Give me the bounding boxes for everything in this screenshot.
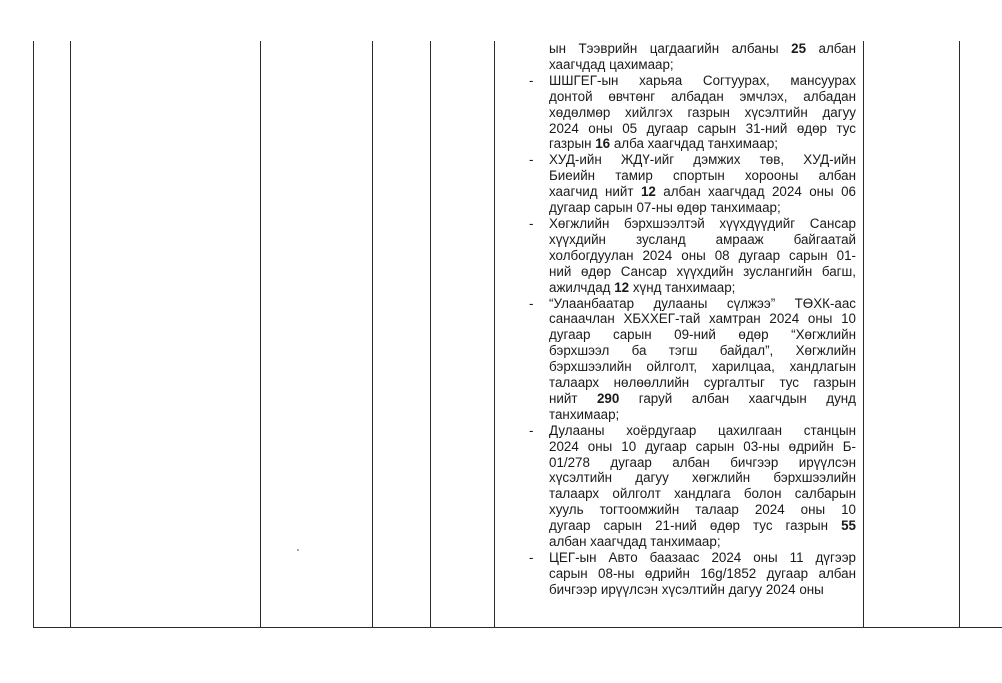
- text-line: сарын 08-ны өдрийн 16g/1852 дугаар албан: [549, 565, 856, 581]
- text-line: ын Тээврийн цагдаагийн албаны 25 албан: [549, 41, 856, 56]
- text-line: ХУД-ийн ЖДҮ-ийг дэмжих төв, ХУД-ийн: [549, 152, 856, 168]
- bullet-dash: -: [529, 152, 534, 168]
- text-line: хүүхдийн зусланд амрааж байгаатай: [549, 231, 856, 247]
- text-line: донтой өвчтөнг албадан эмчлэх, албадан: [549, 88, 856, 104]
- list-item: [527, 73, 856, 153]
- text-line: хүсэлтийн дагуу хөгжлийн бэрхшээлийн: [549, 470, 856, 486]
- list-item: [527, 152, 856, 216]
- continued-paragraph: [527, 41, 856, 73]
- list-item: [527, 216, 856, 296]
- text-line: холбогдуулан 2024 оны 08 дугаар сарын 01-: [549, 247, 856, 263]
- text-line: 01/278 дугаар албан бичгээр ирүүлсэн: [549, 454, 856, 470]
- bullet-dash: -: [529, 72, 534, 88]
- text-line: бичгээр ирүүлсэн хүсэлтийн дагуу 2024 оны: [549, 581, 824, 597]
- text-line: хаагчдад цахимаар;: [549, 56, 674, 72]
- table-column-divider: [959, 41, 960, 628]
- text-line: 2024 оны 05 дугаар сарын 31-ний өдөр тус: [549, 120, 856, 136]
- table-cell-activities: [527, 41, 856, 598]
- text-line: дугаар сарын 09-ний өдөр “Хөгжлийн: [549, 327, 856, 343]
- table-column-divider: [494, 41, 495, 628]
- text-line: хаагчид нийт 12 албан хаагчдад 2024 оны 06: [549, 184, 856, 200]
- text-line: дугаар сарын 07-ны өдөр танхимаар;: [549, 200, 781, 216]
- text-line: ний өдөр Сансар хүүхдийн зуслангийн багш,: [549, 263, 856, 279]
- text-line: Биеийн тамир спортын хорооны албан: [549, 168, 856, 184]
- text-line: Дулааны хоёрдугаар цахилгаан станцын: [549, 422, 856, 438]
- bullet-dash: -: [529, 295, 534, 311]
- table-column-divider: [372, 41, 373, 628]
- list-item: [527, 550, 856, 598]
- text-line: нийт 290 гаруй албан хаагчдын дунд: [549, 390, 856, 406]
- table-bottom-border: [33, 627, 1002, 628]
- bold-count: 25: [791, 41, 807, 56]
- text-line: хууль тогтоомжийн талаар 2024 оны 10: [549, 502, 856, 518]
- text-line: санаачлан ХБХХЕГ-тай хамтран 2024 оны 10: [549, 311, 856, 327]
- text-line: талаарх нөлөөллийн сургалтыг тус газрын: [549, 375, 856, 391]
- text-line: газрын 16 алба хаагчдад танхимаар;: [549, 136, 778, 152]
- text-line: Хөгжлийн бэрхшээлтэй хүүхдүүдийг Сансар: [549, 215, 856, 231]
- bold-count: 12: [640, 184, 656, 200]
- bullet-dash: -: [529, 550, 534, 565]
- table-column-divider: [260, 41, 261, 628]
- text-line: хөдөлмөр хийлгэх газрын хүсэлтийн дагуу: [549, 104, 856, 120]
- scan-speck: [297, 549, 299, 551]
- text-line: ажилчдад 12 хүнд танхимаар;: [549, 279, 736, 295]
- text-line: ШШГЕГ-ын харьяа Согтуурах, мансуурах: [549, 72, 856, 88]
- text-line: ЦЕГ-ын Авто баазаас 2024 оны 11 дүгээр: [549, 550, 856, 565]
- table-column-divider: [863, 41, 864, 628]
- bold-count: 55: [841, 518, 856, 534]
- text-line: талаарх ойлголт хандлага болон салбарын: [549, 486, 856, 502]
- text-line: дугаар сарын 21-ний өдөр тус газрын 55: [549, 518, 856, 534]
- bold-count: 12: [614, 279, 630, 295]
- text-line: бэрхшээлийн ойлголт, харилцаа, хандлагын: [549, 359, 856, 375]
- list-item: [527, 423, 856, 550]
- text-line: албан хаагчдад танхимаар;: [549, 534, 721, 550]
- bullet-dash: -: [529, 215, 534, 231]
- table-column-divider: [430, 41, 431, 628]
- text-line: бэрхшээл ба тэгш байдал”, Хөгжлийн: [549, 343, 856, 359]
- bold-count: 290: [596, 390, 620, 406]
- text-line: 2024 оны 10 дугаар сарын 03-ны өдрийн Б-: [549, 438, 856, 454]
- bold-count: 16: [595, 136, 611, 152]
- text-line: танхимаар;: [549, 406, 620, 422]
- table-column-divider: [70, 41, 71, 628]
- text-line: “Улаанбаатар дулааны сүлжээ” ТӨХК-аас: [549, 295, 856, 311]
- list-item: [527, 296, 856, 423]
- table-border-left: [33, 41, 34, 628]
- bullet-dash: -: [529, 422, 534, 438]
